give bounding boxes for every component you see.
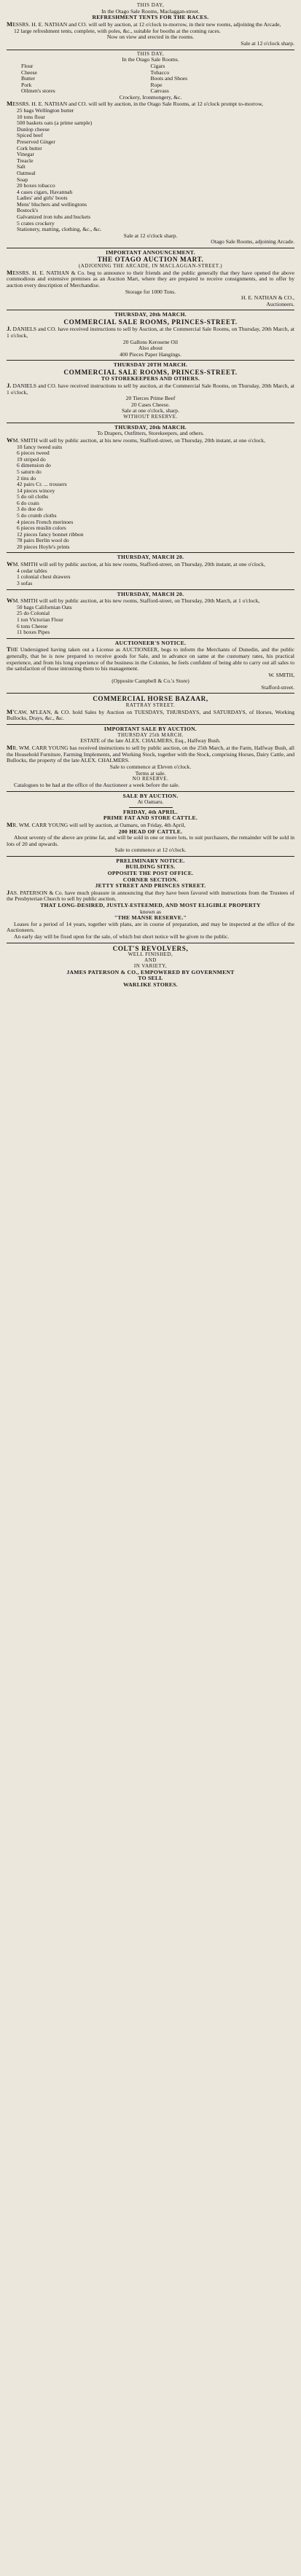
ad-subheading: AND <box>144 957 157 963</box>
lot-item: 6 do coats <box>17 499 39 506</box>
ad-drapers <box>7 423 294 554</box>
ad-body: THE Undersigned having taken out a License as AUCTIONEER, begs to inform the Merchants of Dunedin, and the public generally, that he is now prepared to receive goods for Sale, and to advance on same at the customary rates, his practical experience, and from his long experience of the business in the Colonies, he feels confident of being able to carry out all sales to the satisfaction of those intrusting them to his management. <box>7 645 294 672</box>
lot-item: 20 boxes tobacco <box>17 182 55 189</box>
lot-item: 6 dimension do <box>17 462 51 469</box>
goods-item: Cigars <box>150 62 165 69</box>
lot-item: Also about <box>138 345 163 352</box>
ad-date: FRIDAY, 4th APRIL. <box>123 808 178 815</box>
ad-subheading: In the Otago Sale Rooms. <box>122 56 179 63</box>
ad-heading: IMPORTANT ANNOUNCEMENT. <box>106 248 195 256</box>
lot-list <box>7 605 294 636</box>
ad-kerosene-paper-hangings <box>7 310 294 361</box>
lot-item: 2 tins do <box>17 474 36 482</box>
lot-item: 20 Cases Cheese. <box>131 401 170 408</box>
lot-item: 11 boxes Pipes <box>17 629 50 636</box>
lot-item: 25 bags Wellington butter <box>17 107 74 114</box>
ad-signature: W. SMITH, <box>268 671 294 678</box>
ad-heading: THURSDAY, MARCH 20. <box>117 554 184 561</box>
goods-item: Rope <box>150 81 163 88</box>
lot-list <box>7 568 294 587</box>
ad-subheading: To Drapers, Outfitters, Storekeepers, and others. <box>97 430 204 437</box>
ad-title: TO STOREKEEPERS AND OTHERS. <box>101 375 200 382</box>
goods-item: Pork <box>21 81 32 88</box>
ad-note: WITHOUT RESERVE. <box>123 413 178 420</box>
ad-subheading: WELL FINISHED, <box>128 951 173 957</box>
ad-heading: AUCTIONEER'S NOTICE. <box>114 639 187 646</box>
lot-item: 400 Pieces Paper Hangings. <box>120 350 181 358</box>
ad-subheading: In the Otago Sale Rooms, Maclaggan-street. <box>101 7 200 15</box>
ad-horse-bazaar <box>7 694 294 725</box>
ad-heading: COLT'S REVOLVERS, <box>112 944 189 952</box>
ad-subheading: RATTRAY STREET. <box>125 702 176 708</box>
lot-item: 20 Tierces Prime Beef <box>125 395 176 402</box>
ad-body: WM. SMITH will sell by public auction, at his new rooms, Stafford-street, on Thursday, 20th instant, at one o'clock, <box>7 436 265 444</box>
ad-note: Sale to commence at Eleven o'clock. <box>109 763 192 770</box>
ad-refreshment-tents <box>7 1 294 50</box>
goods-item: Tobacco <box>150 68 170 76</box>
lot-item: 10 fancy tweed suits <box>17 443 63 450</box>
lot-item: 10 tons flour <box>17 113 45 120</box>
ad-heading: THURSDAY, 20th MARCH. <box>114 311 187 318</box>
ad-body: WM. SMITH will sell by public auction, at his new rooms, Stafford-street, on Thursday, 20th instant, at one o'clock, <box>7 560 265 568</box>
lot-item: 14 pieces wincey <box>17 487 55 494</box>
lot-item: 4 pieces French merinoes <box>17 518 74 525</box>
goods-item: Canvass <box>150 87 169 95</box>
ad-note: Sale at one o'clock, sharp. <box>122 407 179 415</box>
lot-item: Galvanized iron tubs and buckets <box>17 213 91 220</box>
ad-body: J. DANIELS and CO. have received instructions to sell by Auction, at the Commercial Sale Rooms, on Thursday, 20th March, at 1 o'clock, <box>7 325 294 339</box>
ad-heading: THURSDAY 20TH MARCH. <box>113 361 188 369</box>
ad-title: OPPOSITE THE POST OFFICE. <box>107 870 194 877</box>
lot-item: Soap <box>17 176 28 183</box>
ad-body: MR. WM. CARR YOUNG will sell by auction, at Oamaru, on Friday, 4th April, <box>7 820 186 828</box>
lot-list <box>7 108 294 233</box>
lot-item: Bostock's <box>17 207 39 214</box>
ad-note: NO RESERVE. <box>132 776 169 782</box>
lot-item: Vinegar <box>17 151 35 158</box>
ad-signature: H. E. NATHAN & CO., <box>241 294 294 302</box>
lot-item: Salt <box>17 163 26 170</box>
lot-item: 500 baskets oats (a prime sample) <box>17 119 93 127</box>
lot-list <box>7 444 294 551</box>
ad-note: Now on view and erected in the rooms. <box>106 34 195 41</box>
lot-item: 12 pieces fancy bonnet ribbon <box>17 530 84 538</box>
lot-item: 4 cases cigars, Havannah <box>17 188 73 195</box>
ad-heading: THURSDAY, 20th MARCH. <box>114 423 187 431</box>
lot-item: 5 saturn do <box>17 468 42 475</box>
lot-item: Preserved Ginger <box>17 138 55 146</box>
lot-item: 19 striped do <box>17 455 46 463</box>
ad-chalmers-estate <box>7 725 294 792</box>
ad-heading: THIS DAY, <box>136 50 165 57</box>
ad-heading: COMMERCIAL HORSE BAZAAR, <box>93 695 208 703</box>
ad-important-announcement <box>7 248 294 310</box>
lot-item: 4 cedar tables <box>17 567 47 574</box>
lot-item: Stationery, matting, clothing, &c., &c. <box>17 226 102 233</box>
ad-body: An early day will be fixed upon for the sale, of which but short notice will be given to the public. <box>14 932 230 940</box>
lot-item: 1 colonial chest drawers <box>17 573 71 581</box>
ad-note: Sale at 12 o'clock sharp. <box>241 39 294 47</box>
lot-item: Mens' bluchers and wellingtons <box>17 200 87 208</box>
ad-colts-revolvers <box>7 943 294 991</box>
ad-body: JAS. PATERSON & Co. have much pleasure in announcing that they have been favored with instructions from the Trustees of the Presbyterian Church to sell by public auction, <box>7 888 294 903</box>
ad-building-sites <box>7 857 294 943</box>
ad-highlight: "THE MANSE RESERVE." <box>114 914 187 922</box>
lot-item: 200 HEAD OF CATTLE. <box>118 828 183 835</box>
newspaper-column <box>7 0 294 990</box>
ad-item: 12 large refreshment tents, complete, with poles, &c., suitable for booths at the coming races. <box>14 27 221 34</box>
ad-heading: IMPORTANT SALE BY AUCTION. <box>103 726 198 732</box>
lot-item: Spiced beef <box>17 132 43 139</box>
lot-item: Cork butter <box>17 144 42 152</box>
ad-title: JAMES PATERSON & CO., EMPOWERED BY GOVERNMENT <box>66 968 235 975</box>
goods-list <box>7 63 294 95</box>
goods-item: Butter <box>21 75 35 82</box>
ad-body: Leases for a period of 14 years, together with plans, are in course of preparation, and may be inspected at the office of the Auctioneers. <box>7 920 294 934</box>
lot-item: Treacle <box>17 157 34 164</box>
divider <box>129 807 173 808</box>
ad-note: Otago Sale Rooms, adjoining Arcade. <box>211 238 294 246</box>
ad-body: MESSRS. H. E. NATHAN and CO. will sell by auction, at 12 o'clock to-morrow, in their new rooms, adjoining the Arcade, <box>7 20 281 28</box>
ad-subheading: IN VARIETY, <box>133 962 168 969</box>
ad-note: Terms at sale. <box>135 769 166 777</box>
goods-item: Oilmen's stores <box>21 87 55 95</box>
ad-title: JETTY STREET AND PRINCES STREET. <box>95 882 206 890</box>
lot-item: 20 Gallons Kerosene Oil <box>122 338 179 345</box>
ad-note: Catalogues to be had at the office of the Auctioneer a week before the sale. <box>14 781 180 788</box>
ad-body: M'CAW, M'LEAN, & CO. hold Sales by Auction on TUESDAYS, THURSDAYS, and SATURDAYS, of Horses, Working Bullocks, Drays, &c., &c. <box>7 707 294 722</box>
goods-item: Cheese <box>21 68 37 76</box>
lot-item: Ladies' and girls' boots <box>17 195 68 202</box>
lot-item: 6 tons Cheese <box>17 622 48 629</box>
lot-item: 20 pieces Hoyle's prints <box>17 543 70 550</box>
lot-item: 6 pieces muslin colors <box>17 525 66 532</box>
ad-title: TO SELL <box>138 975 163 982</box>
ad-note: Sale to commence at 12 o'clock. <box>114 847 187 854</box>
ad-oats-flour <box>7 590 294 639</box>
ad-furniture <box>7 553 294 589</box>
goods-item: Crockery, Ironmongery, &c. <box>119 93 182 101</box>
ad-note: Storage for 1000 Tons. <box>125 288 176 295</box>
ad-heading: THURSDAY, MARCH 20. <box>117 590 184 597</box>
lot-item: Dunlop cheese <box>17 125 50 133</box>
ad-note: known as <box>140 908 161 915</box>
ad-signature: Stafford-street. <box>261 683 294 691</box>
lot-item: 5 do oil cloths <box>17 493 49 500</box>
lot-item: 42 pairs Cr. ... trousers <box>17 481 67 488</box>
ad-subheading: COMMERCIAL SALE ROOMS, PRINCES-STREET. <box>63 368 238 376</box>
ad-oamaru-cattle <box>7 792 294 857</box>
ad-note: About seventy of the above are prime fat, and will be sold in one or more lots, to suit purchasers, the remainder will be sold in lots of 20 and upwards. <box>7 834 294 847</box>
ad-title: WARLIKE STORES. <box>123 981 178 988</box>
ad-body: J. DANIELS and CO. have received instructions to sell by auction, at the Commercial Sale Rooms, on Thursday, 20th March, at 1 o'clock, <box>7 381 294 396</box>
ad-body: MESSRS. H. E. NATHAN and CO. will sell by auction, in the Otago Sale Rooms, at 12 o'clock prompt to-morrow, <box>7 100 263 108</box>
lot-item: 78 pairs Berlin wool do <box>17 537 69 544</box>
ad-heading: THIS DAY, <box>136 2 165 8</box>
ad-note: Sale at 12 o'clock sharp. <box>123 232 178 239</box>
lot-item: 3 sofas <box>17 579 33 586</box>
ad-subheading: At Oamaru. <box>137 798 164 806</box>
ad-title: ESTATE of the late ALEX. CHALMERS, Esq., Halfway Bush. <box>80 737 221 745</box>
ad-body: WM. SMITH will sell by public auction, at his new rooms, Stafford-street, on Thursday, 20th March, at 1 o'clock, <box>7 597 260 605</box>
ad-subheading: BUILDING SITES. <box>125 863 176 871</box>
ad-auctioneers-notice <box>7 639 294 694</box>
lot-item: Oatmeal <box>17 169 36 176</box>
ad-heading: PRELIMINARY NOTICE. <box>116 857 185 864</box>
lot-item: 5 do crumb cloths <box>17 512 57 519</box>
ad-otago-sale-rooms <box>7 50 294 248</box>
ad-heading: SALE BY AUCTION. <box>122 792 179 799</box>
ad-highlight: THAT LONG-DESIRED, JUSTLY-ESTEEMED, AND MOST ELIGIBLE PROPERTY <box>40 902 261 909</box>
ad-title: THE OTAGO AUCTION MART. <box>97 256 204 264</box>
lot-item: 3 do doe do <box>17 506 43 513</box>
ad-storekeepers <box>7 361 294 423</box>
ad-body: MESSRS. H. E. NATHAN & Co. beg to announce to their friends and the public generally that they have opened the above commodious and extensive premises as an Auction Mart, where they are prepared to receive consignments, and to offer by auction every description of Merchandise. <box>7 268 294 289</box>
lot-item: 25 do Colonial <box>17 610 50 617</box>
ad-title: PRIME FAT AND STORE CATTLE. <box>103 814 198 822</box>
ad-subheading: THURSDAY 25th MARCH. <box>117 731 184 738</box>
ad-subheading: (ADJOINING THE ARCADE, IN MACLAGGAN-STREET.) <box>78 262 223 269</box>
ad-signature: Auctioneers. <box>266 300 294 307</box>
ad-subheading: COMMERCIAL SALE ROOMS, PRINCES-STREET. <box>63 318 238 326</box>
lot-item: 6 pieces tweed <box>17 449 50 457</box>
goods-item: Boots and Shoes <box>150 75 188 82</box>
ad-body: MR. WM. CARR YOUNG has received instructions to sell by public auction, on the 25th March, at the Farm, Halfway Bush, all the Household Furniture, Farming Implements, and Working Stock, together with the Stock, comprising Horses, Dairy Cattle, and Bullocks, the property of the late ALEX. CHALMERS. <box>7 744 294 764</box>
lot-item: 50 bags Californian Oats <box>17 603 72 610</box>
ad-title: CORNER SECTION. <box>122 876 179 883</box>
ad-signature: (Opposite Campbell & Co.'s Store) <box>112 678 189 685</box>
goods-item: Flour <box>21 62 34 69</box>
ad-title: REFRESHMENT TENTS FOR THE RACES. <box>92 14 209 21</box>
lot-item: 1 ton Victorian Flour <box>17 616 63 623</box>
lot-item: 5 crates crockery <box>17 219 55 227</box>
